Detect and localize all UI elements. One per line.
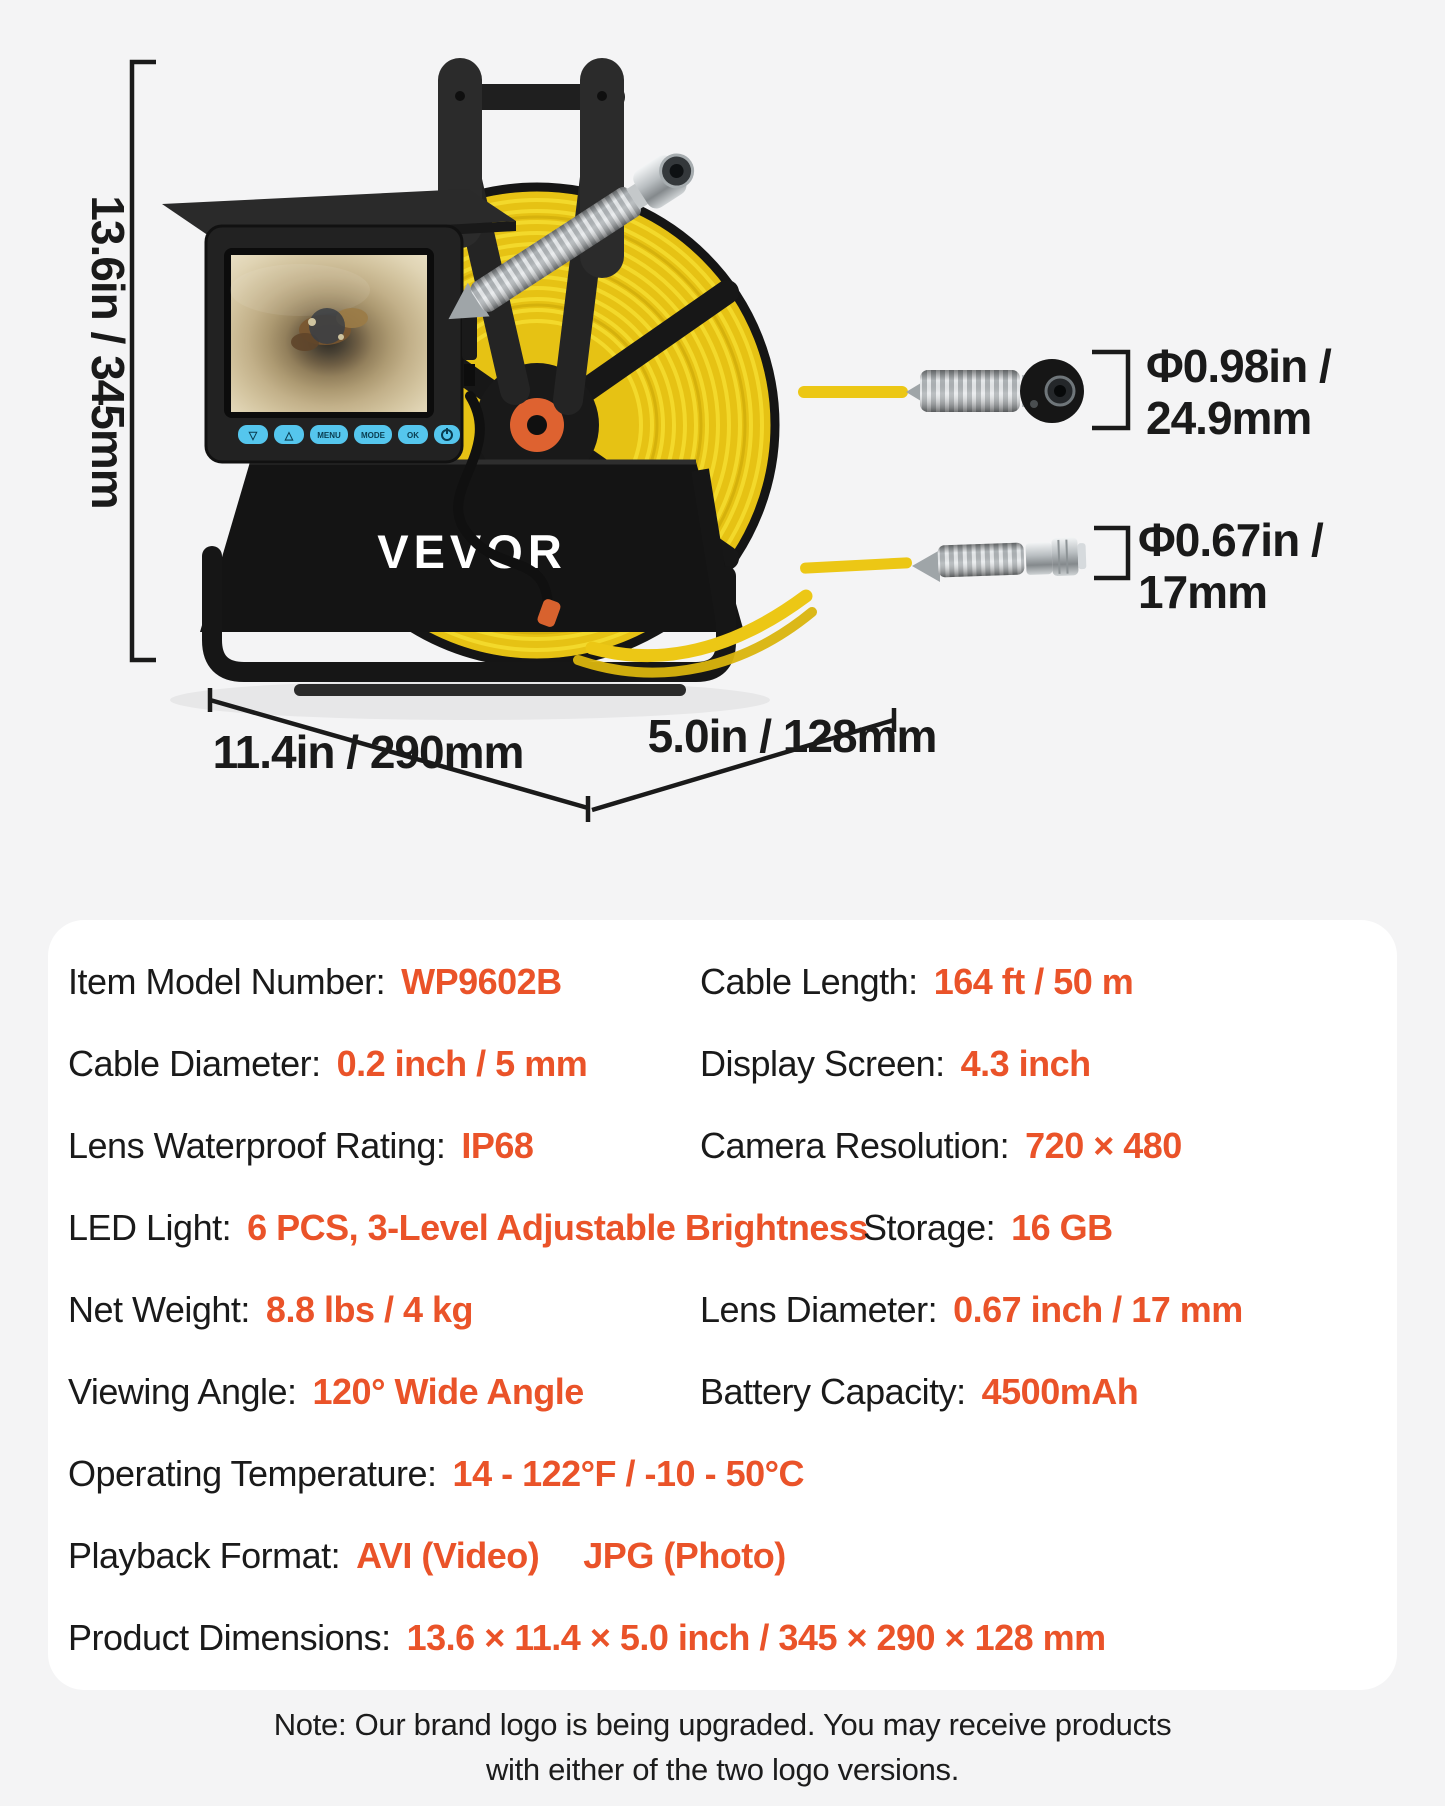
probe-large-diameter-line2: 24.9mm <box>1146 392 1312 444</box>
spec-row <box>68 1042 1377 1086</box>
probe-small-diameter-line1: Φ0.67in / <box>1138 514 1323 566</box>
spec-cable-diameter <box>68 1042 700 1086</box>
spec-label: Camera Resolution: <box>700 1125 1010 1166</box>
spec-label: Product Dimensions: <box>68 1617 391 1658</box>
spec-storage <box>863 1206 1377 1250</box>
spec-row <box>68 960 1377 1004</box>
spec-label: Battery Capacity: <box>700 1371 966 1412</box>
spec-row <box>68 1288 1377 1332</box>
spec-label: Lens Diameter: <box>700 1289 938 1330</box>
spec-value: 0.67 inch / 17 mm <box>953 1289 1243 1330</box>
down-button: ▽ <box>248 430 258 442</box>
height-dimension-line <box>132 62 156 660</box>
spec-cable-length <box>700 960 1377 1004</box>
spec-label: Playback Format: <box>68 1535 341 1576</box>
spec-net-weight <box>68 1288 700 1332</box>
brand-logo: VEVOR <box>377 525 567 578</box>
spec-value: IP68 <box>461 1125 534 1166</box>
spec-label: Operating Temperature: <box>68 1453 437 1494</box>
spec-label: Net Weight: <box>68 1289 250 1330</box>
up-button: △ <box>284 430 294 442</box>
spec-value: WP9602B <box>401 961 562 1002</box>
monitor <box>162 189 516 462</box>
camera-probe-large <box>798 359 1084 423</box>
spec-value: 4500mAh <box>981 1371 1139 1412</box>
spec-row <box>68 1616 1377 1660</box>
width-dimension-label: 11.4in / 290mm <box>212 726 524 778</box>
spec-label: Viewing Angle: <box>68 1371 297 1412</box>
spec-playback-format <box>68 1534 1377 1578</box>
spec-operating-temperature <box>68 1452 1377 1496</box>
probe-small-diameter-line2: 17mm <box>1138 566 1267 618</box>
brand-note <box>0 1702 1445 1792</box>
probe-large-bracket <box>1092 352 1128 428</box>
spec-label: Display Screen: <box>700 1043 945 1084</box>
mode-button: MODE <box>361 431 385 440</box>
height-dimension-label: 13.6in / 345mm <box>82 195 134 509</box>
spec-product-dimensions <box>68 1616 1377 1660</box>
spec-value: AVI (Video) <box>356 1535 540 1576</box>
product-illustration <box>0 0 1445 900</box>
brand-note-line1: Note: Our brand logo is being upgraded. You may receive products <box>273 1707 1172 1742</box>
spec-row <box>68 1206 1377 1250</box>
stand-base <box>170 462 770 720</box>
spec-value: 164 ft / 50 m <box>933 961 1134 1002</box>
spec-value: JPG (Photo) <box>583 1535 786 1576</box>
spec-waterproof-rating <box>68 1124 700 1168</box>
spec-viewing-angle <box>68 1370 700 1414</box>
probe-large-diameter-line1: Φ0.98in / <box>1146 340 1331 392</box>
menu-button: MENU <box>317 431 341 440</box>
spec-lens-diameter <box>700 1288 1377 1332</box>
spec-value: 14 - 122°F / -10 - 50°C <box>452 1453 804 1494</box>
spec-value: 120° Wide Angle <box>312 1371 584 1412</box>
spec-value: 13.6 × 11.4 × 5.0 inch / 345 × 290 × 128 mm <box>406 1617 1106 1658</box>
spec-label: Lens Waterproof Rating: <box>68 1125 446 1166</box>
spec-label: Storage: <box>863 1207 996 1248</box>
spec-value: 0.2 inch / 5 mm <box>336 1043 588 1084</box>
brand-note-line2: with either of the two logo versions. <box>485 1752 960 1787</box>
spec-value: 16 GB <box>1011 1207 1113 1248</box>
spec-value: 720 × 480 <box>1025 1125 1182 1166</box>
spec-label: Cable Length: <box>700 961 918 1002</box>
spec-item-model <box>68 960 700 1004</box>
spec-panel <box>48 920 1397 1690</box>
spec-led-light <box>68 1206 868 1250</box>
probe-small-bracket <box>1094 528 1128 578</box>
spec-label: Cable Diameter: <box>68 1043 321 1084</box>
spec-value: 4.3 inch <box>960 1043 1091 1084</box>
spec-row <box>68 1534 1377 1578</box>
spec-row <box>68 1124 1377 1168</box>
spec-row <box>68 1452 1377 1496</box>
ok-button: OK <box>407 431 419 440</box>
spec-label: Item Model Number: <box>68 961 386 1002</box>
spec-value: 6 PCS, 3-Level Adjustable Brightness <box>247 1207 868 1248</box>
spec-battery-capacity <box>700 1370 1377 1414</box>
depth-dimension-label: 5.0in / 128mm <box>647 710 937 762</box>
spec-row <box>68 1370 1377 1414</box>
camera-probe-small <box>800 537 1087 582</box>
spec-value: 8.8 lbs / 4 kg <box>265 1289 474 1330</box>
spec-display-screen <box>700 1042 1377 1086</box>
spec-label: LED Light: <box>68 1207 232 1248</box>
spec-camera-resolution <box>700 1124 1377 1168</box>
